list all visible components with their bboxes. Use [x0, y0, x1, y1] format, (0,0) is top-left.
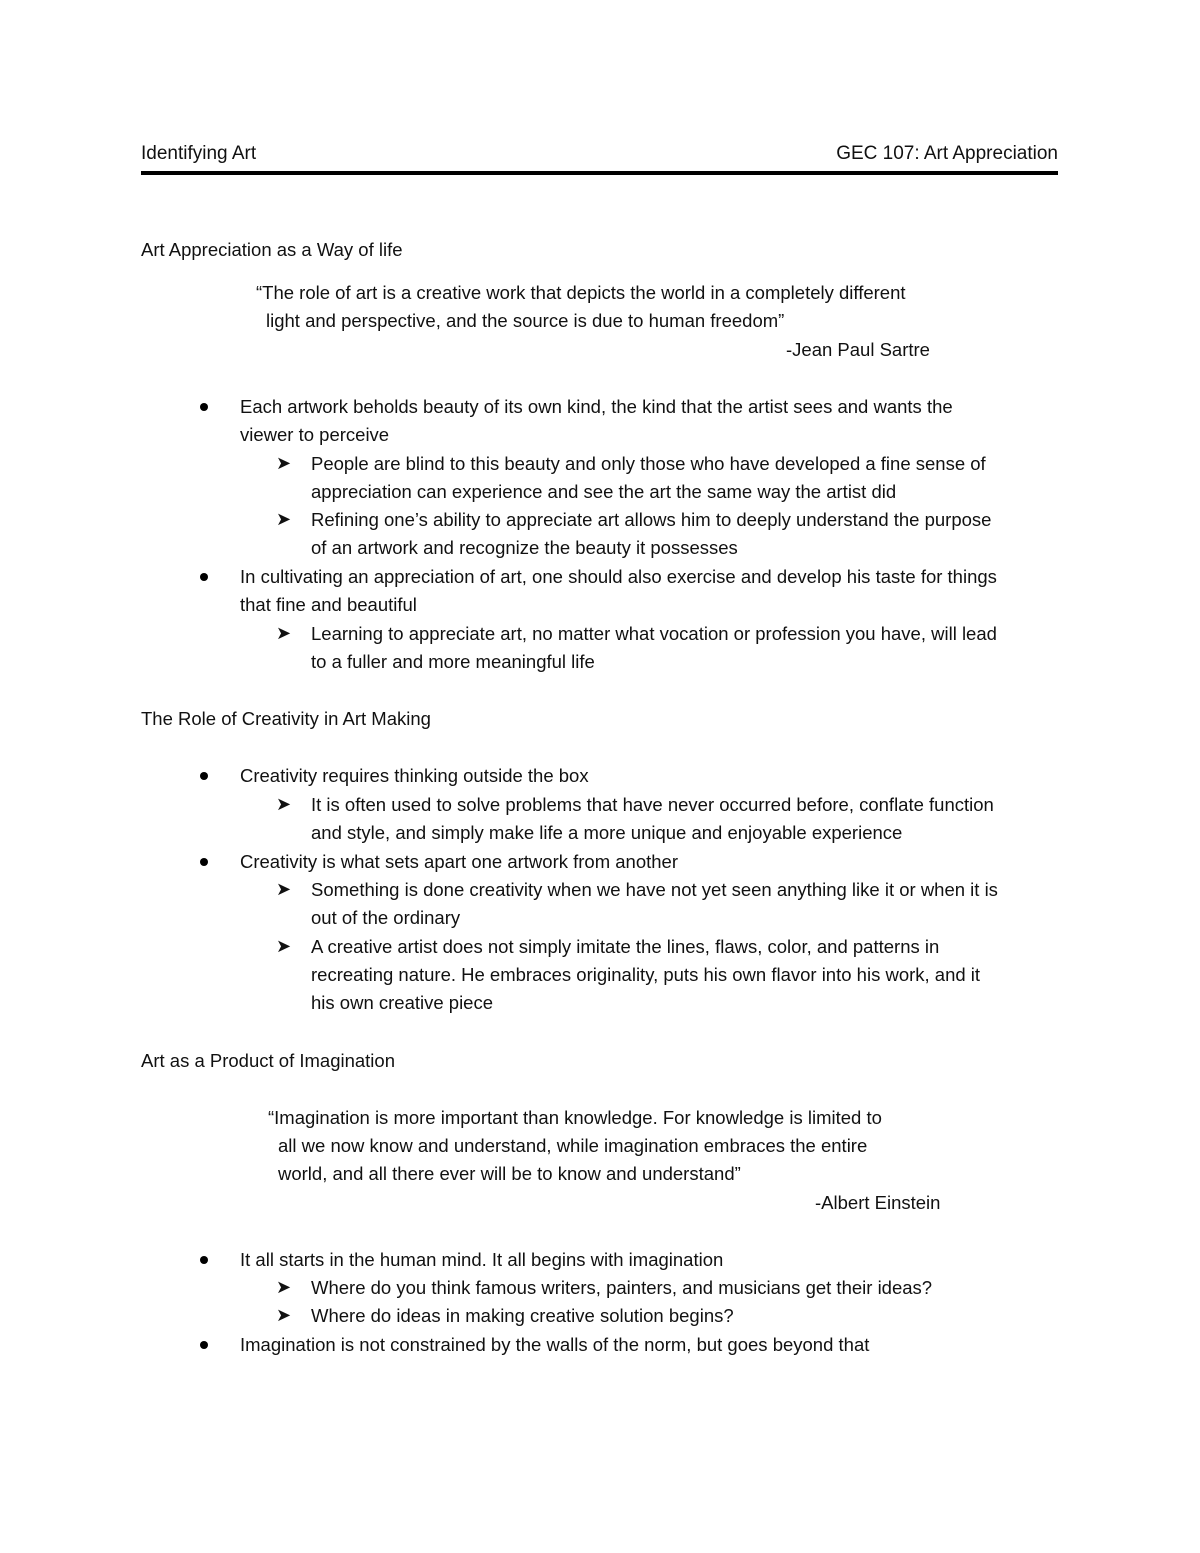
- arrow-bullet-icon: ➤: [276, 509, 292, 530]
- arrow-bullet-icon: ➤: [276, 1277, 292, 1298]
- sub-list-item-continuation: out of the ordinary: [311, 907, 461, 928]
- section-heading-art-appreciation: Art Appreciation as a Way of life: [141, 239, 403, 260]
- bullet-icon: [200, 1246, 210, 1256]
- arrow-bullet-icon: ➤: [276, 623, 292, 644]
- sub-list-item: Learning to appreciate art, no matter what vocation or profession you have, will lead: [311, 623, 997, 644]
- bullet-icon: [200, 393, 210, 403]
- list-item-continuation: that fine and beautiful: [240, 594, 417, 615]
- arrow-bullet-icon: ➤: [276, 879, 292, 900]
- header-right-title: GEC 107: Art Appreciation: [836, 143, 1058, 164]
- sub-list-item-continuation: and style, and simply make life a more unique and enjoyable experience: [311, 822, 903, 843]
- list-item: In cultivating an appreciation of art, one should also exercise and develop his taste for things: [240, 566, 997, 587]
- quote-line: all we now know and understand, while imagination embraces the entire: [278, 1135, 868, 1156]
- sub-list-item-continuation: appreciation can experience and see the art the same way the artist did: [311, 481, 897, 502]
- sub-list-item: A creative artist does not simply imitate the lines, flaws, color, and patterns in: [311, 936, 940, 957]
- sub-list-item: Something is done creativity when we have not yet seen anything like it or when it is: [311, 879, 998, 900]
- list-item: Each artwork beholds beauty of its own kind, the kind that the artist sees and wants the: [240, 396, 953, 417]
- header-rule: [141, 171, 1058, 175]
- quote-attribution: -Jean Paul Sartre: [786, 339, 930, 360]
- sub-list-item-continuation: his own creative piece: [311, 992, 494, 1013]
- header-left-title: Identifying Art: [141, 143, 257, 164]
- arrow-bullet-icon: ➤: [276, 453, 292, 474]
- quote-attribution: -Albert Einstein: [815, 1192, 941, 1213]
- bullet-icon: [200, 762, 210, 772]
- sub-list-item: People are blind to this beauty and only those who have developed a fine sense of: [311, 453, 986, 474]
- sub-list-item: It is often used to solve problems that have never occurred before, conflate function: [311, 794, 994, 815]
- sub-list-item-continuation: recreating nature. He embraces originality, puts his own flavor into his work, and it: [311, 964, 981, 985]
- section-heading-product-of-imagination: Art as a Product of Imagination: [141, 1050, 395, 1071]
- sub-list-item: Where do you think famous writers, painters, and musicians get their ideas?: [311, 1277, 933, 1298]
- bullet-icon: [200, 848, 210, 858]
- arrow-bullet-icon: ➤: [276, 794, 292, 815]
- section-heading-role-of-creativity: The Role of Creativity in Art Making: [141, 708, 431, 729]
- bullet-icon: [200, 563, 210, 573]
- bullet-icon: [200, 1331, 210, 1341]
- arrow-bullet-icon: ➤: [276, 936, 292, 957]
- list-item: Imagination is not constrained by the walls of the norm, but goes beyond that: [240, 1334, 870, 1355]
- arrow-bullet-icon: ➤: [276, 1305, 292, 1326]
- quote-line: “The role of art is a creative work that depicts the world in a completely different: [256, 282, 906, 303]
- quote-line: “Imagination is more important than knowledge. For knowledge is limited to: [268, 1107, 882, 1128]
- list-item: Creativity is what sets apart one artwork from another: [240, 851, 679, 872]
- list-item: Creativity requires thinking outside the box: [240, 765, 589, 786]
- list-item-continuation: viewer to perceive: [240, 424, 390, 445]
- sub-list-item-continuation: to a fuller and more meaningful life: [311, 651, 595, 672]
- quote-line: world, and all there ever will be to know and understand”: [278, 1163, 741, 1184]
- sub-list-item: Where do ideas in making creative solution begins?: [311, 1305, 734, 1326]
- sub-list-item-continuation: of an artwork and recognize the beauty it possesses: [311, 537, 738, 558]
- sub-list-item: Refining one’s ability to appreciate art allows him to deeply understand the purpose: [311, 509, 992, 530]
- page-header: [141, 143, 1058, 171]
- quote-line: light and perspective, and the source is due to human freedom”: [266, 310, 785, 331]
- list-item: It all starts in the human mind. It all begins with imagination: [240, 1249, 724, 1270]
